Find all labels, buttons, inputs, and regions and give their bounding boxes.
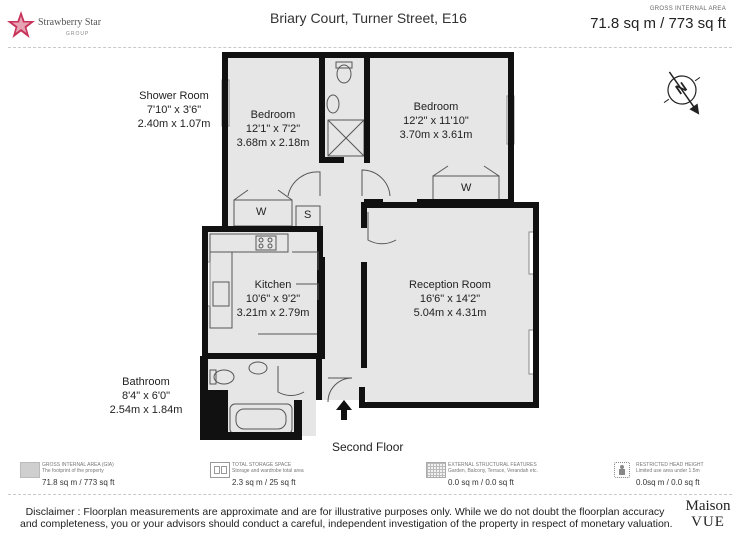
room-label-kitchen <box>228 278 318 320</box>
external-swatch-icon <box>426 462 446 478</box>
legend-value: 0.0 sq m / 0.0 sq ft <box>448 478 514 487</box>
room-size-metric: 5.04m x 4.31m <box>413 307 487 319</box>
legend-storage <box>210 462 370 488</box>
room-label-bathroom <box>104 375 188 417</box>
room-size-imperial: 16'6" x 14'2" <box>419 293 481 305</box>
gia-label: GROSS INTERNAL AREA <box>649 6 726 12</box>
disclaimer-line-1: Disclaimer : Floorplan measurements are approximate and are for illustrative purposes only. While we do not doubt the floorplan accuracy <box>25 506 665 518</box>
gia-swatch-icon <box>20 462 40 478</box>
room-size-metric: 2.40m x 1.07m <box>137 118 211 130</box>
legend-subtitle: Storage and wardrobe total area <box>232 468 304 474</box>
room-size-imperial: 7'10" x 3'6" <box>146 104 202 116</box>
room-size-imperial: 10'6" x 9'2" <box>245 293 301 305</box>
room-size-metric: 2.54m x 1.84m <box>109 404 183 416</box>
floor-label: Second Floor <box>332 440 404 454</box>
legend-title: TOTAL STORAGE SPACE <box>232 462 292 468</box>
room-name: Kitchen <box>254 279 292 291</box>
maison-vue-logo <box>680 498 736 530</box>
legend-subtitle: Limited use area under 1.5m <box>636 468 700 474</box>
legend-external <box>426 462 596 488</box>
maison-vue-line-1: Maison <box>685 498 731 514</box>
room-size-metric: 3.21m x 2.79m <box>236 307 310 319</box>
page-title: Briary Court, Turner Street, E16 <box>270 10 467 26</box>
entrance-arrow-icon <box>336 400 352 420</box>
room-size-metric: 3.68m x 2.18m <box>236 137 310 149</box>
room-name: Bathroom <box>122 376 170 388</box>
legend-value: 2.3 sq m / 25 sq ft <box>232 478 296 487</box>
brand-name: Strawberry Star <box>38 17 102 28</box>
legend-title: GROSS INTERNAL AREA (GIA) <box>42 462 114 468</box>
legend-subtitle: Garden, Balcony, Terrace, Verandah etc. <box>448 468 538 474</box>
maison-vue-line-2: VUE <box>691 514 725 530</box>
room-name: Bedroom <box>250 109 296 121</box>
room-label-bedroom-left <box>228 108 318 150</box>
wardrobe-label-right: W <box>461 182 472 194</box>
disclaimer-line-2: and completeness, you or your advisors should conduct a careful, independent investigation of the property in respect of monetary valuation. <box>20 518 673 530</box>
legend-restricted <box>614 462 734 488</box>
storage-label: S <box>304 209 312 221</box>
room-size-imperial: 8'4" x 6'0" <box>121 390 171 402</box>
legend-value: 71.8 sq m / 773 sq ft <box>42 478 115 487</box>
room-size-imperial: 12'1" x 7'2" <box>245 123 301 135</box>
gia-value: 71.8 sq m / 773 sq ft <box>590 15 726 32</box>
shower-room-floor <box>322 58 367 160</box>
room-label-bedroom-right <box>386 100 486 142</box>
brand-sub: GROUP <box>66 31 90 37</box>
room-name: Bedroom <box>413 101 459 113</box>
room-size-imperial: 12'2" x 11'10" <box>403 115 469 127</box>
restricted-height-swatch-icon <box>614 462 630 478</box>
compass-letter: N <box>672 78 690 98</box>
room-label-shower-room <box>134 89 214 131</box>
legend-title: EXTERNAL STRUCTURAL FEATURES <box>448 462 537 468</box>
room-label-reception-room <box>390 278 510 320</box>
legend-gia <box>20 462 180 488</box>
room-size-metric: 3.70m x 3.61m <box>399 129 473 141</box>
disclaimer <box>20 506 673 530</box>
storage-swatch-icon <box>210 462 230 478</box>
hallway-floor <box>322 160 367 400</box>
room-name: Reception Room <box>409 279 491 291</box>
footer-divider <box>8 494 732 495</box>
legend-subtitle: The footprint of the property <box>42 468 104 474</box>
legend-title: RESTRICTED HEAD HEIGHT <box>636 462 704 468</box>
legend-value: 0.0sq m / 0.0 sq ft <box>636 478 700 487</box>
room-name: Shower Room <box>139 90 209 102</box>
wardrobe-label-left: W <box>256 206 267 218</box>
